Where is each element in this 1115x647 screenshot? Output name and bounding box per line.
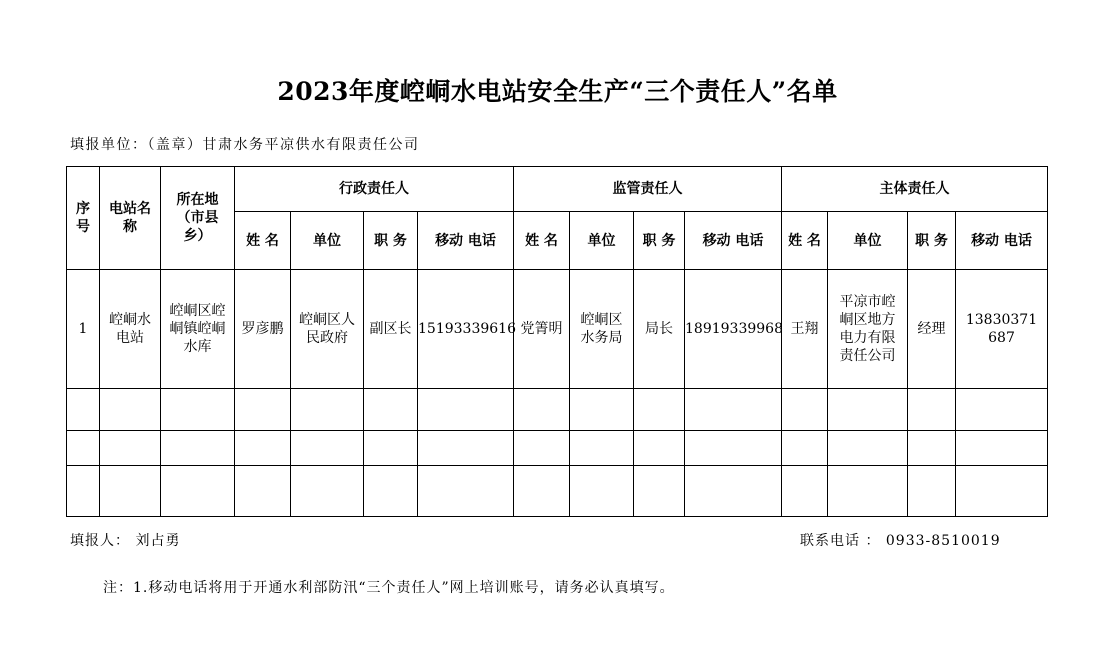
cell-supervise-name: 党箐明 [514, 270, 570, 389]
cell-supervise-position: 局长 [634, 270, 685, 389]
cell-admin-name: 罗彦鹏 [235, 270, 291, 389]
cell-station: 崆峒水电站 [100, 270, 161, 389]
page-title: 2023年度崆峒水电站安全生产“三个责任人”名单 [277, 77, 838, 106]
table-row-empty [67, 466, 1048, 517]
footnote: 注：1.移动电话将用于开通水利部防汛“三个责任人”网上培训账号，请务必认真填写。 [103, 580, 675, 596]
header-supervise-name: 姓 名 [514, 212, 570, 270]
header-main-name: 姓 名 [782, 212, 828, 270]
header-supervise-unit: 单位 [570, 212, 634, 270]
header-admin-unit: 单位 [291, 212, 364, 270]
header-group-admin: 行政责任人 [235, 167, 514, 212]
table-row [67, 270, 1048, 389]
cell-main-unit: 平凉市崆峒区地方电力有限责任公司 [828, 270, 908, 389]
header-main-position: 职 务 [908, 212, 956, 270]
cell-supervise-phone: 18919339968 [685, 270, 782, 389]
header-main-phone: 移动 电话 [956, 212, 1048, 270]
cell-main-position: 经理 [908, 270, 956, 389]
cell-main-phone: 13830371687 [956, 270, 1048, 389]
cell-location: 崆峒区崆峒镇崆峒水库 [161, 270, 235, 389]
table-row-empty [67, 389, 1048, 431]
header-admin-name: 姓 名 [235, 212, 291, 270]
cell-admin-phone: 15193339616 [418, 270, 514, 389]
cell-main-name: 王翔 [782, 270, 828, 389]
responsibility-table [66, 166, 1048, 517]
cell-admin-unit: 崆峒区人民政府 [291, 270, 364, 389]
header-admin-position: 职 务 [364, 212, 418, 270]
header-group-main: 主体责任人 [782, 167, 1048, 212]
header-row-groups [67, 167, 1048, 212]
header-supervise-phone: 移动 电话 [685, 212, 782, 270]
cell-supervise-unit: 崆峒区水务局 [570, 270, 634, 389]
header-main-unit: 单位 [828, 212, 908, 270]
reporter: 填报人： 刘占勇 [70, 533, 181, 549]
filler-unit: 填报单位：（盖章）甘肃水务平凉供水有限责任公司 [70, 137, 420, 153]
header-station: 电站名称 [100, 167, 161, 270]
header-location: 所在地（市县乡） [161, 167, 235, 270]
cell-seq: 1 [67, 270, 100, 389]
cell-admin-position: 副区长 [364, 270, 418, 389]
table-row-empty [67, 431, 1048, 466]
header-group-supervise: 监管责任人 [514, 167, 782, 212]
header-supervise-position: 职 务 [634, 212, 685, 270]
contact-phone: 联系电话 ： 0933-8510019 [800, 533, 1001, 549]
header-seq: 序号 [67, 167, 100, 270]
header-admin-phone: 移动 电话 [418, 212, 514, 270]
